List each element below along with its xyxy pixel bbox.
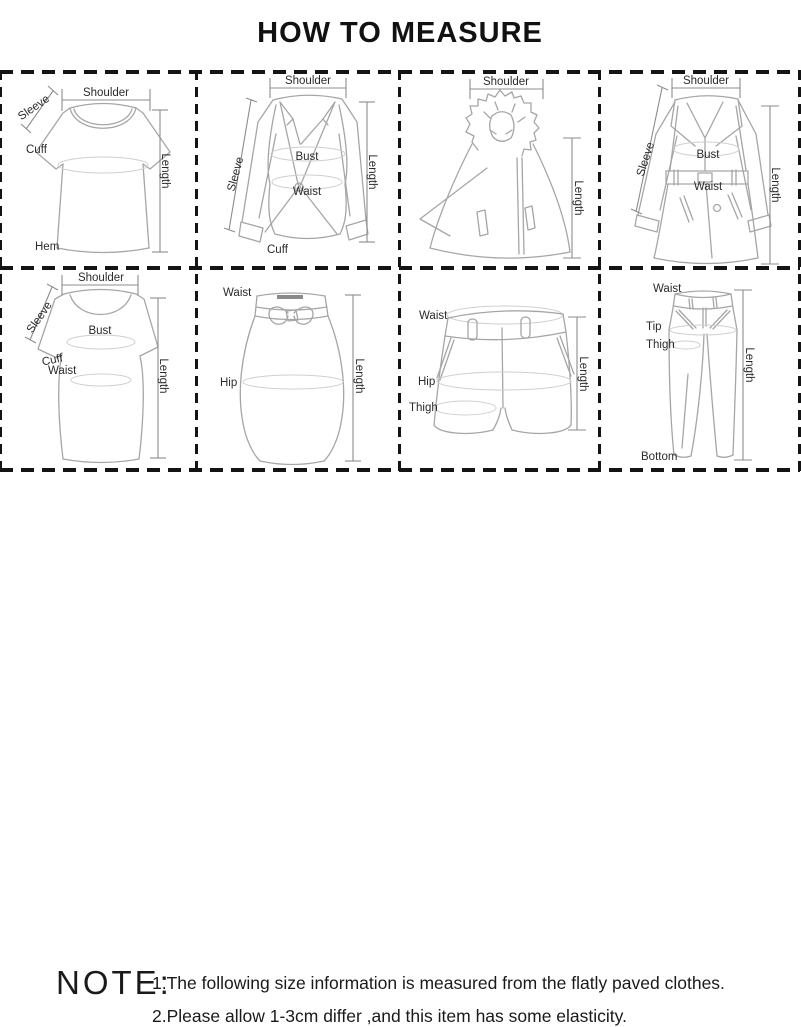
cape-drawing	[400, 72, 600, 266]
note-heading: NOTE:	[56, 964, 172, 1001]
cell-cape	[400, 72, 600, 266]
note-line-2: 2.Please allow 1-3cm differ ,and this item has some elasticity.	[152, 1006, 627, 1026]
label-waist: Waist	[292, 186, 322, 198]
label-thigh: Thigh	[646, 339, 675, 351]
label-sleeve: Sleeve	[24, 299, 55, 336]
blazer-drawing	[197, 72, 400, 266]
dress-drawing	[0, 268, 197, 468]
cell-pants	[600, 268, 800, 468]
label-length: Length	[572, 180, 584, 216]
label-sleeve: Sleeve	[16, 92, 52, 124]
label-bust: Bust	[295, 151, 319, 163]
label-shoulder: Shoulder	[682, 75, 730, 87]
label-waist: Waist	[223, 287, 252, 299]
label-length: Length	[159, 153, 171, 189]
cell-tshirt	[0, 72, 197, 266]
label-length: Length	[157, 358, 169, 394]
label-length: Length	[577, 356, 589, 392]
pants-drawing	[600, 268, 800, 468]
label-cuff: Cuff	[40, 352, 64, 369]
label-waist: Waist	[48, 365, 77, 377]
label-hip: Hip	[220, 377, 238, 389]
label-bust: Bust	[696, 149, 720, 161]
coat-drawing	[600, 72, 800, 266]
cell-coat	[600, 72, 800, 266]
label-shoulder: Shoulder	[284, 75, 332, 87]
label-tip: Tip	[646, 321, 662, 333]
label-shoulder: Shoulder	[82, 87, 130, 99]
cell-dress	[0, 268, 197, 468]
cell-skirt	[197, 268, 400, 468]
tshirt-drawing	[0, 72, 197, 266]
label-hem: Hem	[35, 241, 60, 253]
label-length: Length	[769, 167, 781, 203]
cell-blazer	[197, 72, 400, 266]
label-hip: Hip	[418, 376, 436, 388]
label-length: Length	[366, 154, 378, 190]
cell-shorts	[400, 268, 600, 468]
note-section	[0, 470, 800, 1026]
label-waist: Waist	[419, 310, 448, 322]
label-shoulder: Shoulder	[77, 272, 125, 284]
label-thigh: Thigh	[409, 402, 438, 414]
label-cuff: Cuff	[26, 144, 47, 156]
label-shoulder: Shoulder	[482, 76, 530, 88]
label-bottom: Bottom	[641, 451, 678, 463]
label-length: Length	[743, 347, 755, 383]
label-length: Length	[353, 358, 365, 394]
label-cuff: Cuff	[267, 244, 288, 256]
page-title: HOW TO MEASURE	[257, 17, 543, 49]
label-sleeve: Sleeve	[225, 155, 247, 193]
label-waist: Waist	[653, 283, 682, 295]
label-sleeve: Sleeve	[634, 140, 658, 178]
label-bust: Bust	[88, 325, 112, 337]
label-waist: Waist	[693, 181, 723, 193]
note-line-1: 1.The following size information is measured from the flatly paved clothes.	[152, 973, 725, 993]
shorts-drawing	[400, 268, 600, 468]
skirt-drawing	[197, 268, 400, 468]
